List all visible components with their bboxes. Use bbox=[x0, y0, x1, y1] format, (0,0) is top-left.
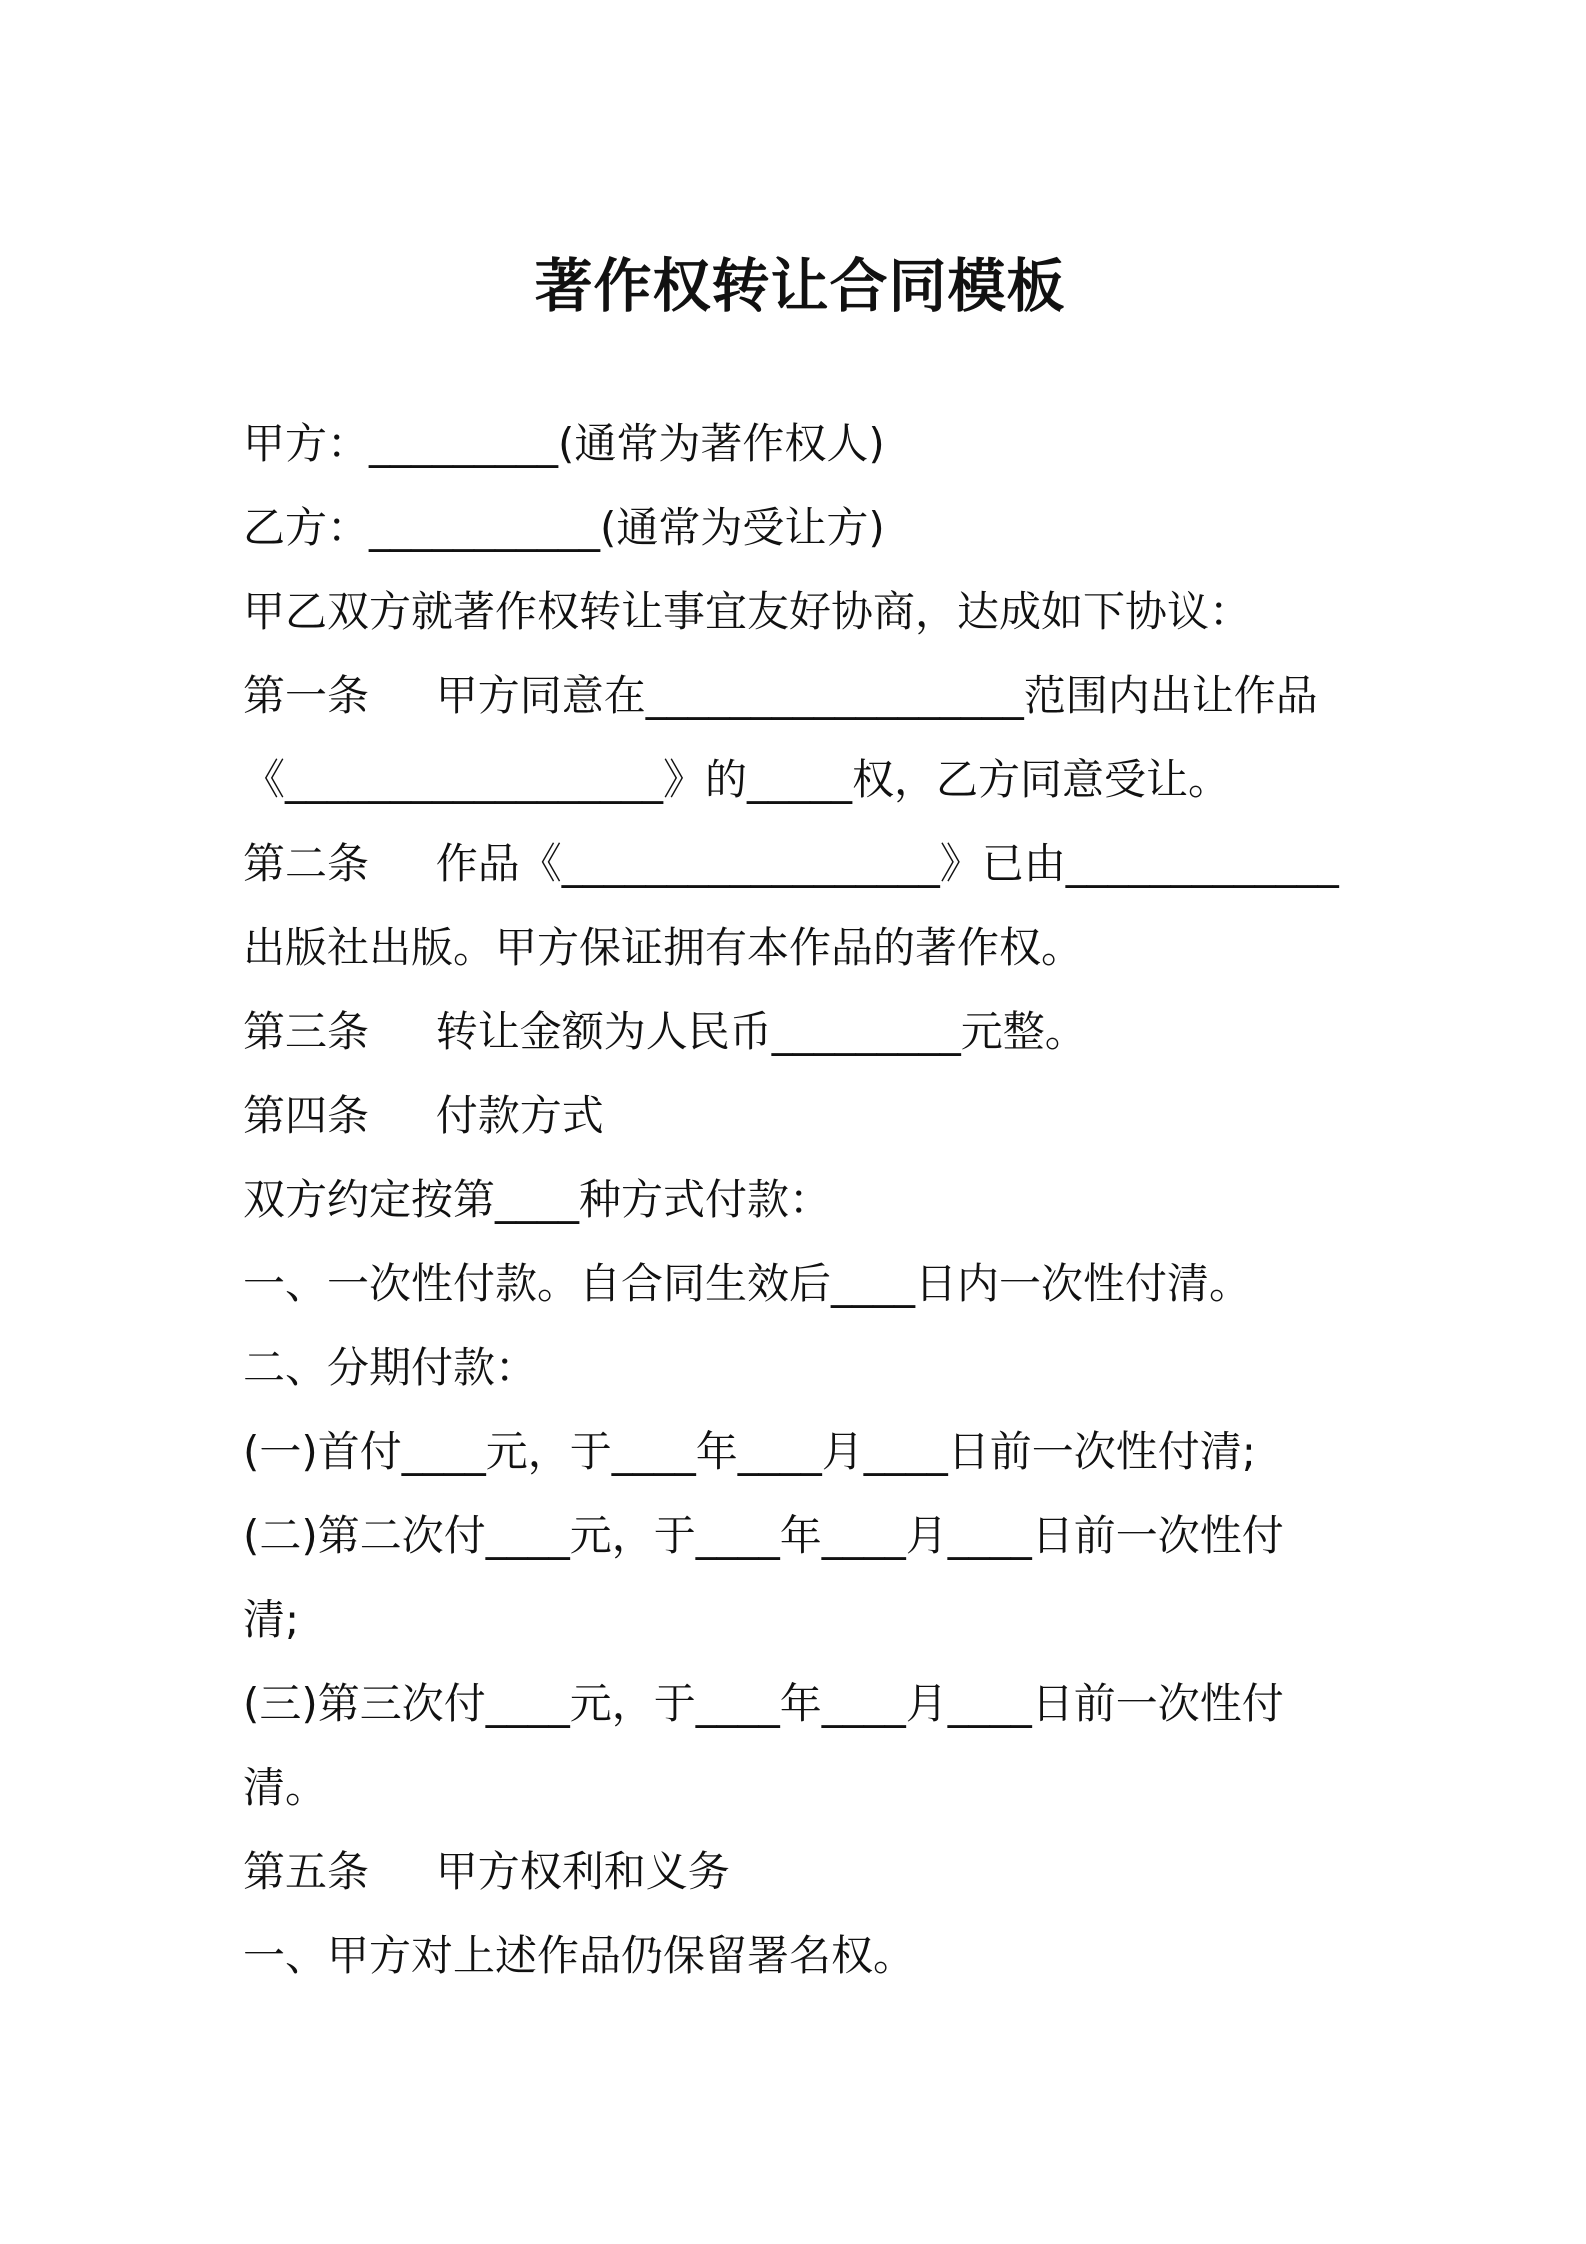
article-3-line: 第三条 转让金额为人民币_________元整。 bbox=[243, 1007, 1087, 1056]
agreement-intro: 甲乙双方就著作权转让事宜友好协商，达成如下协议： bbox=[243, 587, 1252, 636]
installment-3-line-1: (三)第三次付____元，于____年____月____日前一次性付 bbox=[243, 1679, 1284, 1728]
article-5-item-1: 一、甲方对上述作品仍保留署名权。 bbox=[243, 1931, 916, 1980]
installment-2-line-2: 清; bbox=[243, 1595, 300, 1644]
installment-heading: 二、分期付款： bbox=[243, 1343, 538, 1392]
party-a-line: 甲方：_________(通常为著作权人) bbox=[243, 419, 885, 468]
article-1-line-2: 《__________________》的_____权，乙方同意受让。 bbox=[243, 755, 1231, 804]
article-2-line-1: 第二条 作品《__________________》已由_____________ bbox=[243, 839, 1339, 888]
lump-sum-payment-line: 一、一次性付款。自合同生效后____日内一次性付清。 bbox=[243, 1259, 1252, 1308]
installment-3-line-2: 清。 bbox=[243, 1763, 328, 1812]
article-2-line-2: 出版社出版。甲方保证拥有本作品的著作权。 bbox=[243, 923, 1084, 972]
article-4-heading: 第四条 付款方式 bbox=[243, 1091, 604, 1140]
party-b-line: 乙方：___________(通常为受让方) bbox=[243, 503, 885, 552]
installment-2-line-1: (二)第二次付____元，于____年____月____日前一次性付 bbox=[243, 1511, 1284, 1560]
article-1-line-1: 第一条 甲方同意在__________________范围内出让作品 bbox=[243, 671, 1318, 720]
installment-1-line: (一)首付____元，于____年____月____日前一次性付清; bbox=[243, 1427, 1256, 1476]
payment-method-line: 双方约定按第____种方式付款： bbox=[243, 1175, 832, 1224]
document-title: 著作权转让合同模板 bbox=[534, 252, 1066, 320]
article-5-heading: 第五条 甲方权利和义务 bbox=[243, 1847, 730, 1896]
